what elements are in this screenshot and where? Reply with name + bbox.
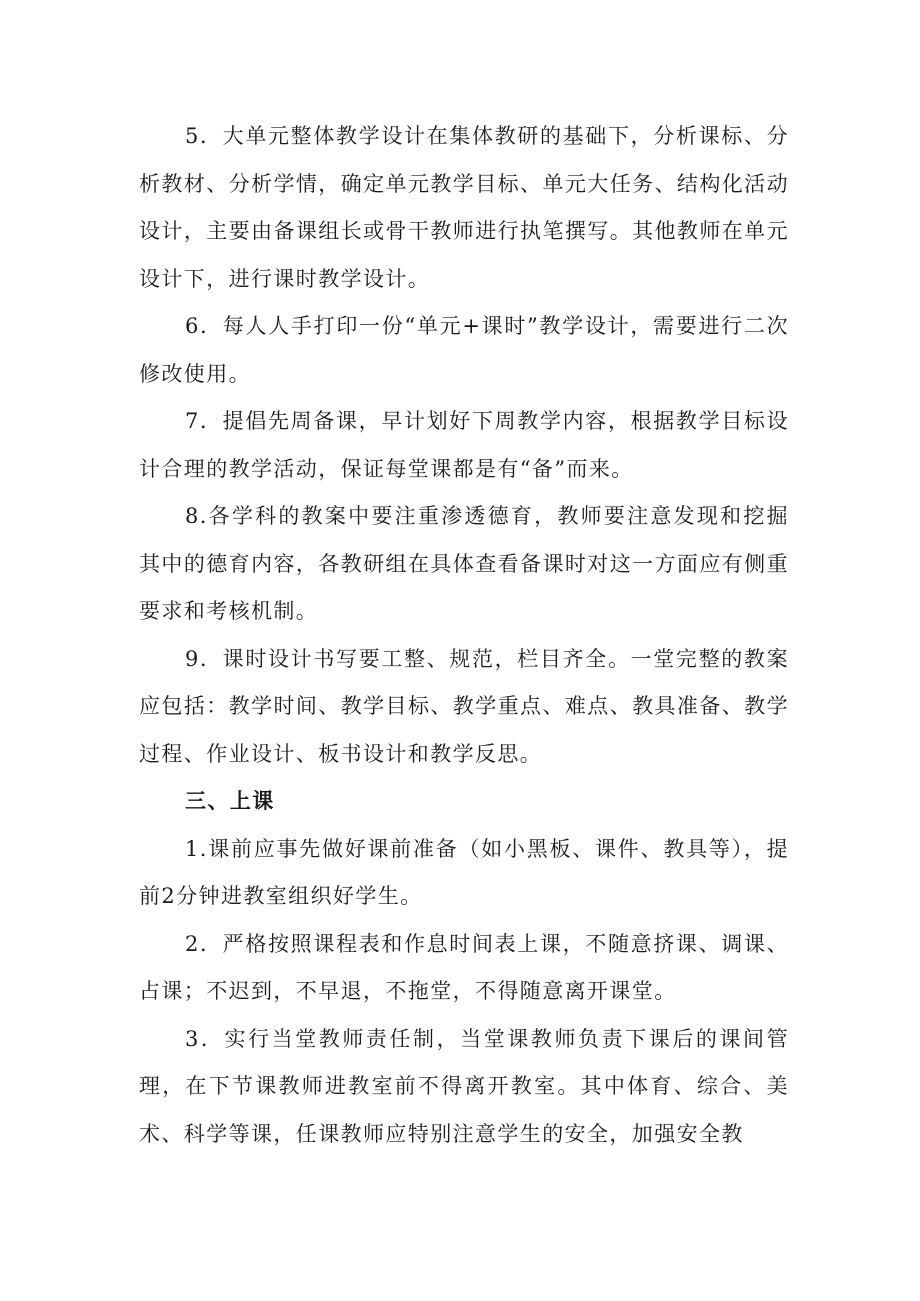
paragraph-item-9: 9．课时设计书写要工整、规范，栏目齐全。一堂完整的教案应包括：教学时间、教学目标、教学重点、难点、教具准备、教学过程、作业设计、板书设计和教学反思。: [139, 646, 789, 766]
paragraph-class-3: 3．实行当堂教师责任制，当堂课教师负责下课后的课间管理，在下节课教师进教室前不得离开教室。其中体育、综合、美术、科学等课，任课教师应特别注意学生的安全，加强安全教: [139, 1026, 789, 1146]
paragraph-item-6: 6．每人人手打印一份“单元+课时”教学设计，需要进行二次修改使用。: [139, 314, 789, 386]
paragraph-item-5: 5．大单元整体教学设计在集体教研的基础下，分析课标、分析教材、分析学情，确定单元教学目标、单元大任务、结构化活动设计，主要由备课组长或骨干教师进行执笔撰写。其他教师在单元设计下，进行课时教学设计。: [139, 124, 789, 291]
paragraph-item-8: 8.各学科的教案中要注重渗透德育，教师要注意发现和挖掘其中的德育内容，各教研组在具体查看备课时对这一方面应有侧重要求和考核机制。: [139, 504, 789, 623]
paragraph-class-1: 1.课前应事先做好课前准备（如小黑板、课件、教具等），提前2分钟进教室组织好学生。: [139, 836, 789, 908]
document-body: [139, 113, 789, 1158]
paragraph-class-2: 2．严格按照课程表和作息时间表上课，不随意挤课、调课、占课；不迟到，不早退，不拖堂，不得随意离开课堂。: [139, 931, 789, 1003]
paragraph-item-7: 7．提倡先周备课，早计划好下周教学内容，根据教学目标设计合理的教学活动，保证每堂课都是有“备”而来。: [139, 409, 789, 481]
section-heading: 三、上课: [185, 789, 275, 813]
